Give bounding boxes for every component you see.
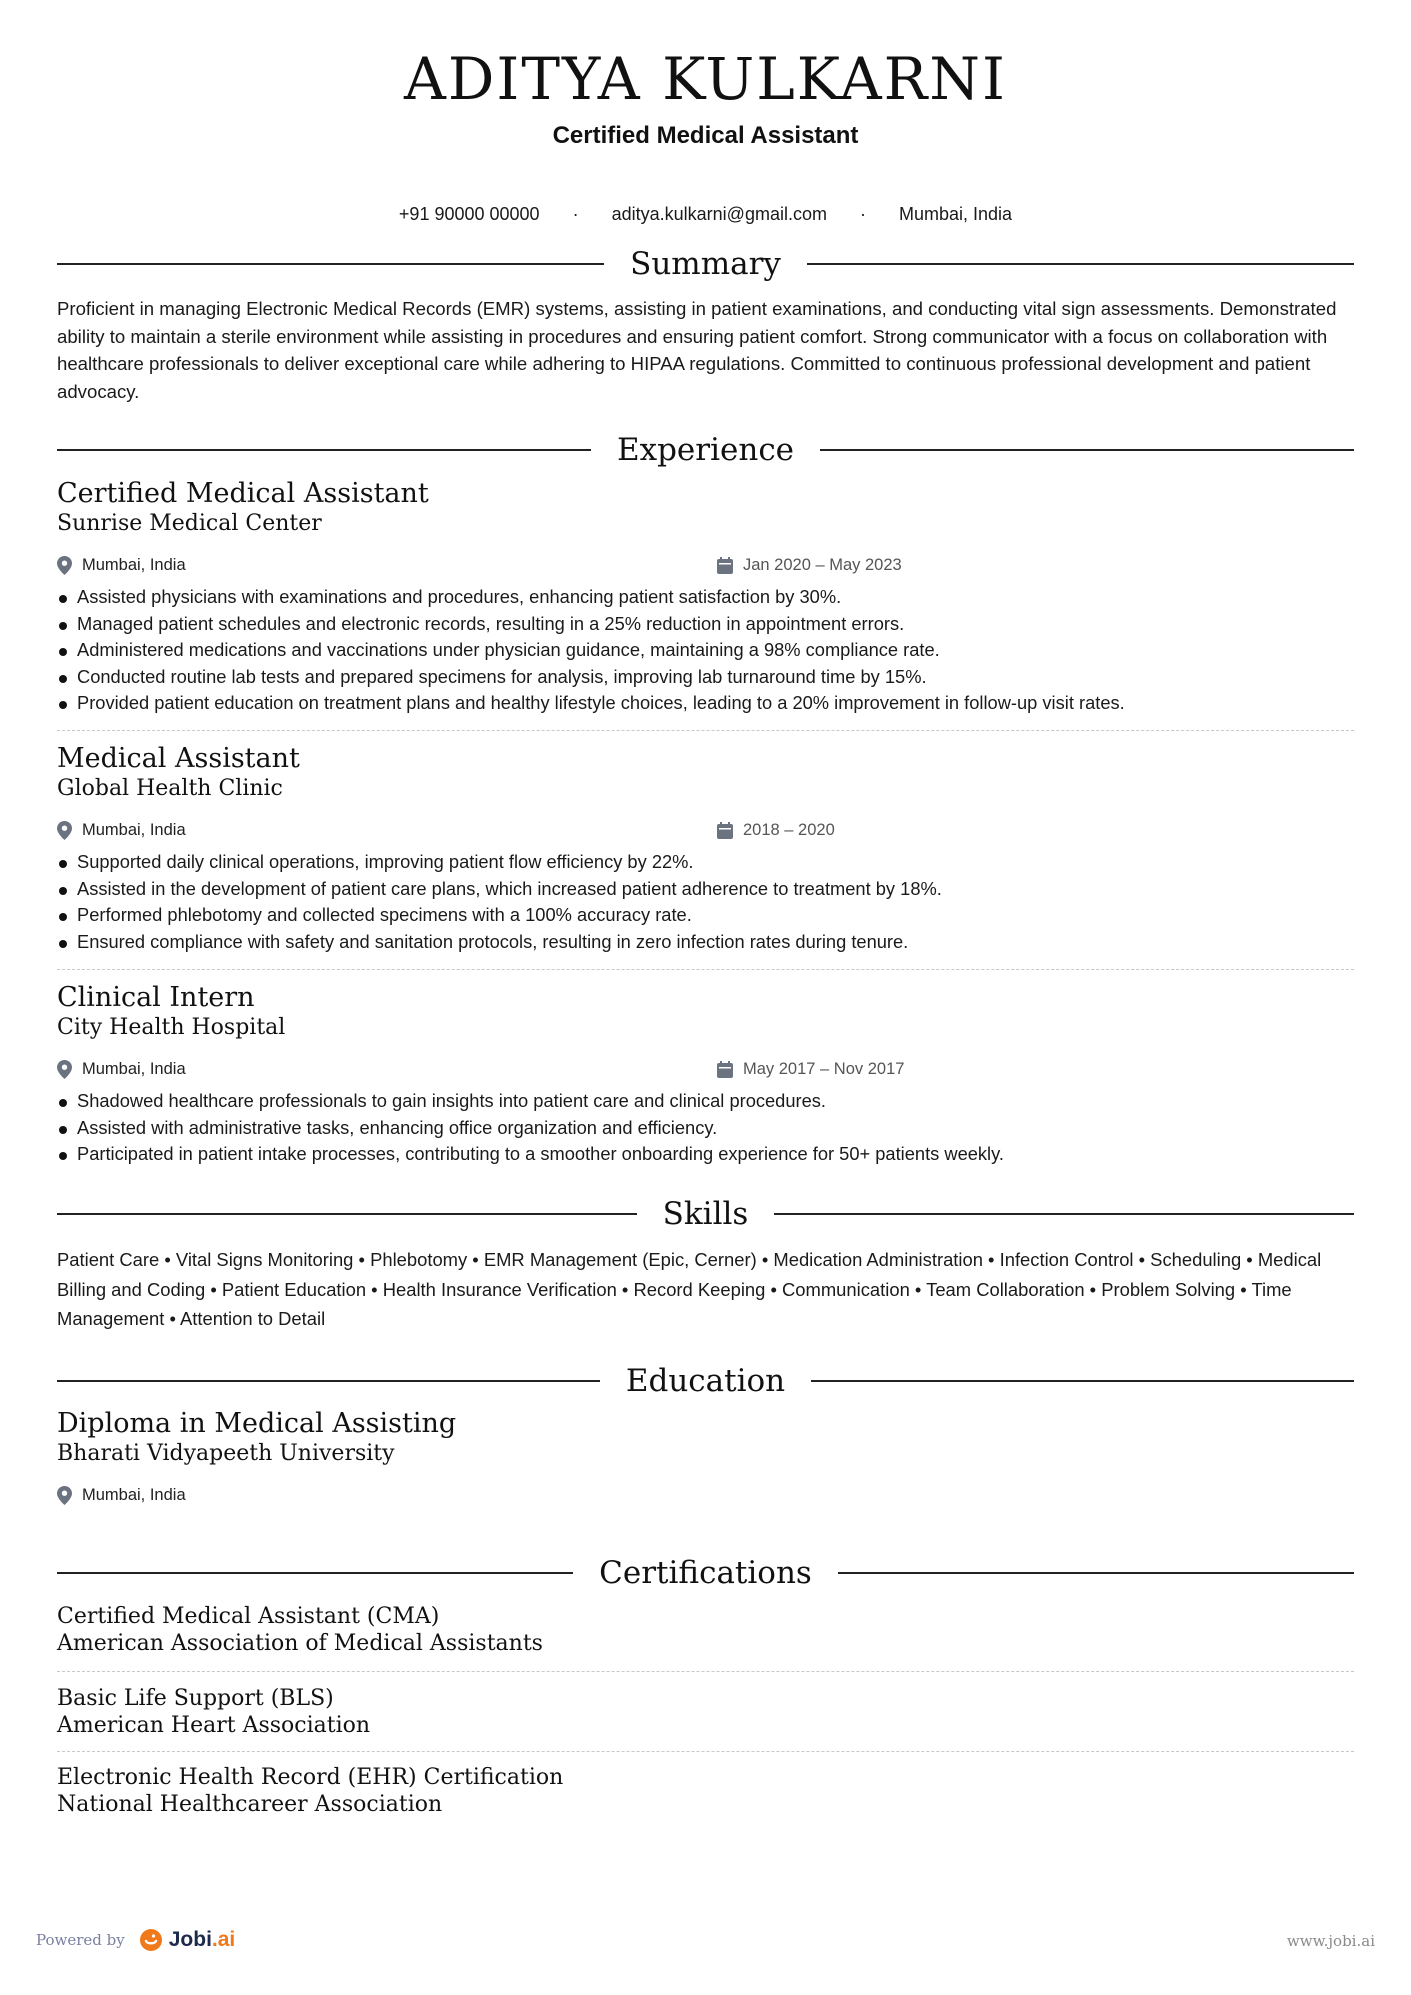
job-title: Clinical Intern [57,982,255,1013]
section-experience-heading [57,430,1354,470]
brand-extension: .ai [211,1928,236,1951]
powered-by-label: Powered by [36,1931,125,1949]
education-entry [57,1408,1354,1508]
calendar-icon [717,1061,733,1078]
certification-issuer: American Association of Medical Assistants [57,1631,543,1656]
section-education-heading [57,1361,1354,1401]
candidate-name: ADITYA KULKARNI [404,45,1007,113]
summary-text: Proficient in managing Electronic Medical Records (EMR) systems, assisting in patient examinations, and conducting vital sign assessments. Demonstrated ability to maintain a sterile environment while assisting in procedures and ensuring patient comfort. Strong communicator with a focus on collaboration with healthcare professionals to deliver exceptional care while adhering to HIPAA regulations. Committed to continuous professional development and patient advocacy. [57,298,1337,402]
job-entry [57,982,1354,1168]
divider-line [57,449,591,451]
job-meta [57,552,1354,578]
job-bullets [57,584,1354,717]
divider-line [838,1572,1354,1574]
footer-url[interactable]: www.jobi.ai [1286,1932,1375,1950]
divider-line [57,1572,573,1574]
job-dates [717,1056,904,1082]
section-label: Education [625,1363,786,1399]
entry-divider [57,730,1354,731]
certification-name: Certified Medical Assistant (CMA) [57,1604,440,1629]
job-organization: City Health Hospital [57,1015,286,1040]
job-location-text: Mumbai, India [82,1060,186,1078]
job-location-text: Mumbai, India [82,821,186,839]
education-location [57,1482,186,1508]
section-label: Experience [616,432,795,468]
phone: +91 90000 00000 [398,204,540,224]
calendar-icon [717,822,733,839]
job-dates [717,552,902,578]
location-pin-icon [57,1060,72,1079]
jobi-logo[interactable] [139,1928,236,1952]
list-item: Participated in patient intake processes, contributing to a smoother onboarding experience for 50+ patients weekly. [57,1141,1354,1168]
candidate-title: Certified Medical Assistant [552,122,859,149]
list-item: Performed phlebotomy and collected specimens with a 100% accuracy rate. [57,902,1354,929]
job-entry [57,743,1354,955]
job-organization: Global Health Clinic [57,776,283,801]
job-location [57,552,186,578]
job-title: Medical Assistant [57,743,300,774]
calendar-icon [717,557,733,574]
entry-divider [57,969,1354,970]
job-location [57,817,186,843]
certification-issuer: National Healthcareer Association [57,1792,443,1817]
list-item: Assisted physicians with examinations and procedures, enhancing patient satisfaction by 30%. [57,584,1354,611]
entry-divider [57,1671,1354,1672]
skills-text: Patient Care • Vital Signs Monitoring • Phlebotomy • EMR Management (Epic, Cerner) • Medication Administration • Infection Control • Scheduling • Medical Billing and Coding • Patient Education • Health Insurance Verification • Record Keeping • Communication • Team Collaboration • Problem Solving • Time Management • Attention to Detail [57,1249,1322,1329]
job-dates-text: Jan 2020 – May 2023 [743,556,902,574]
job-location-text: Mumbai, India [82,556,186,574]
divider-line [807,263,1354,265]
section-label: Skills [662,1196,749,1232]
job-organization: Sunrise Medical Center [57,511,322,536]
location-pin-icon [57,556,72,575]
list-item: Assisted in the development of patient care plans, which increased patient adherence to treatment by 18%. [57,876,1354,903]
job-bullets [57,849,1354,955]
degree: Diploma in Medical Assisting [57,1408,457,1439]
email: aditya.kulkarni@gmail.com [611,204,827,224]
divider-line [57,1380,600,1382]
list-item: Administered medications and vaccinations under physician guidance, maintaining a 98% compliance rate. [57,637,1354,664]
job-title: Certified Medical Assistant [57,478,429,509]
job-dates-text: 2018 – 2020 [743,821,835,839]
certification-entry [57,1764,1354,1818]
job-dates [717,817,835,843]
contact-line [57,202,1354,226]
job-dates-text: May 2017 – Nov 2017 [743,1060,905,1078]
section-skills-heading [57,1194,1354,1234]
section-label: Certifications [599,1555,812,1591]
jobi-logo-icon [139,1928,163,1952]
separator-dot: · [859,204,866,224]
education-location-text: Mumbai, India [82,1486,186,1504]
list-item: Ensured compliance with safety and sanitation protocols, resulting in zero infection rates during tenure. [57,929,1354,956]
list-item: Shadowed healthcare professionals to gain insights into patient care and clinical procedures. [57,1088,1354,1115]
divider-line [774,1213,1354,1215]
section-label: Summary [630,246,781,282]
list-item: Managed patient schedules and electronic records, resulting in a 25% reduction in appointment errors. [57,611,1354,638]
certification-issuer: American Heart Association [57,1713,371,1738]
certification-name: Electronic Health Record (EHR) Certification [57,1765,564,1790]
divider-line [820,449,1354,451]
certification-name: Basic Life Support (BLS) [57,1686,334,1711]
job-meta [57,817,1354,843]
certification-entry [57,1685,1354,1739]
separator-dot: · [572,204,579,224]
job-meta [57,1056,1354,1082]
location-pin-icon [57,1486,72,1505]
contact-location: Mumbai, India [899,204,1013,224]
list-item: Assisted with administrative tasks, enhancing office organization and efficiency. [57,1115,1354,1142]
location-pin-icon [57,821,72,840]
footer-powered-by [36,1928,235,1952]
list-item: Conducted routine lab tests and prepared specimens for analysis, improving lab turnaround time by 15%. [57,664,1354,691]
job-bullets [57,1088,1354,1168]
section-certifications-heading [57,1553,1354,1593]
section-summary-heading [57,244,1354,284]
education-meta [57,1482,1354,1508]
list-item: Supported daily clinical operations, improving patient flow efficiency by 22%. [57,849,1354,876]
school: Bharati Vidyapeeth University [57,1441,395,1466]
divider-line [57,263,604,265]
certification-entry [57,1603,1354,1657]
divider-line [811,1380,1354,1382]
job-location [57,1056,186,1082]
list-item: Provided patient education on treatment plans and healthy lifestyle choices, leading to a 20% improvement in follow-up visit rates. [57,690,1354,717]
divider-line [57,1213,637,1215]
brand-name: Jobi [168,1928,212,1951]
entry-divider [57,1751,1354,1752]
job-entry [57,478,1354,717]
